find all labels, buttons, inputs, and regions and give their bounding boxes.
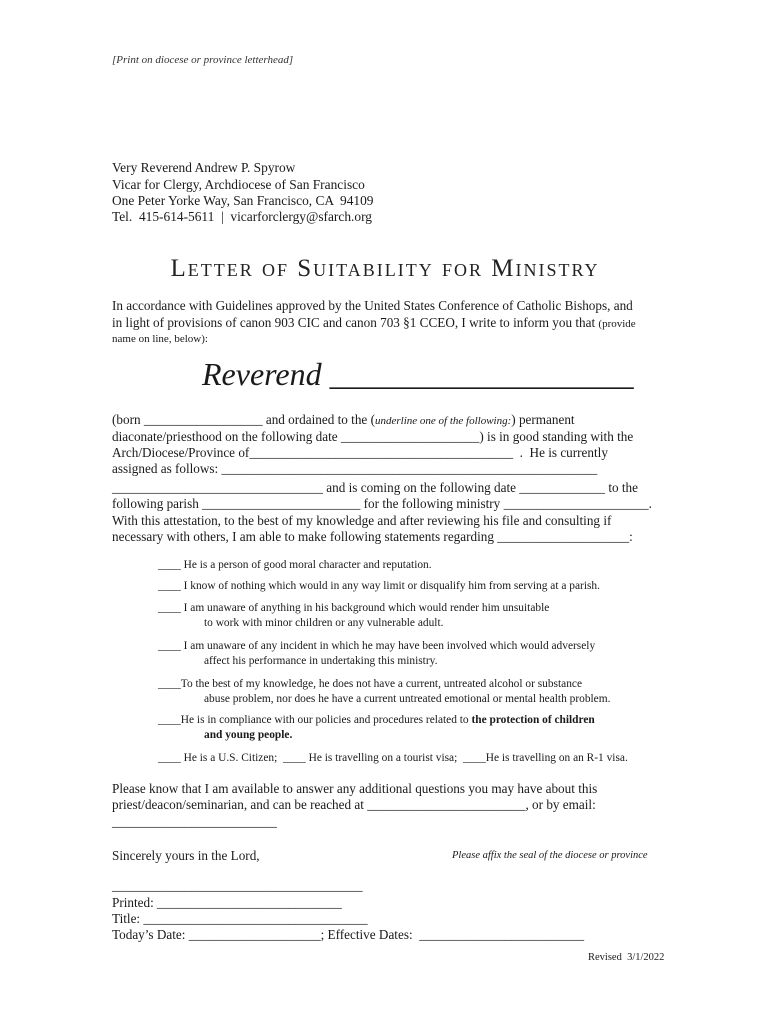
statement-substance-b: abuse problem, nor does he have a current untreated emotional or mental health problem. xyxy=(204,693,611,705)
para-line-2: diaconate/priesthood on the following date _____________________) is in good standing with the xyxy=(112,429,634,444)
para-line-1c: ) permanent xyxy=(511,412,575,427)
intro-line-2 xyxy=(112,315,636,331)
statement-no-disqualification: ____ I know of nothing which would in any way limit or disqualify him from serving at a parish. xyxy=(158,580,600,592)
statement-compliance-bold: the protection of children xyxy=(471,714,595,726)
statement-substance-a: ____To the best of my knowledge, he does not have a current, untreated alcohol or substance xyxy=(158,678,583,690)
sender-title: Vicar for Clergy, Archdiocese of San Francisco xyxy=(112,177,365,192)
statement-citizenship-visa: ____ He is a U.S. Citizen; ____ He is travelling on a tourist visa; ____He is travelling on an R-1 visa. xyxy=(158,752,628,764)
intro-line-1: In accordance with Guidelines approved by the United States Conference of Catholic Bishops, and xyxy=(112,298,633,313)
para-line-7: With this attestation, to the best of my knowledge and after reviewing his file and consulting if xyxy=(112,513,612,528)
closing-line-3: _________________________ xyxy=(112,814,277,829)
reverend-name-line[interactable]: Reverend ___________________ xyxy=(202,356,634,392)
title-line[interactable]: Title: __________________________________ xyxy=(112,911,368,926)
sender-name: Very Reverend Andrew P. Spyrow xyxy=(112,160,296,175)
sender-street: One Peter Yorke Way, San Francisco, CA 94109 xyxy=(112,193,374,208)
closing-line-2: priest/deacon/seminarian, and can be reached at ________________________, or by email: xyxy=(112,797,596,812)
intro-line-2-note: (provide xyxy=(598,318,636,330)
statement-compliance-b: and young people. xyxy=(204,729,293,741)
para-line-3: Arch/Diocese/Province of________________________________________ . He is currently xyxy=(112,445,608,460)
letterhead-note: [Print on diocese or province letterhead] xyxy=(112,54,294,66)
document-title: Letter of Suitability for Ministry xyxy=(170,255,600,282)
statement-incident-a: ____ I am unaware of any incident in which he may have been involved which would adversely xyxy=(158,640,596,652)
dates-line[interactable]: Today’s Date: ____________________; Effective Dates: _________________________ xyxy=(112,927,585,942)
printed-name-line[interactable]: Printed: ____________________________ xyxy=(112,895,342,910)
para-line-1-instruction: underline one of the following: xyxy=(374,415,512,427)
statement-compliance-a xyxy=(158,714,595,726)
para-line-5: ________________________________ and is coming on the following date _____________ to the xyxy=(112,480,638,495)
para-line-6: following parish ________________________ for the following ministry ______________________. xyxy=(112,496,652,511)
para-line-8: necessary with others, I am able to make following statements regarding ____________________: xyxy=(112,529,633,544)
closing-line-1: Please know that I am available to answer any additional questions you may have about this xyxy=(112,781,598,796)
statement-incident-b: affect his performance in undertaking this ministry. xyxy=(204,655,438,667)
revised-date: Revised 3/1/2022 xyxy=(588,952,665,963)
sender-contact: Tel. 415-614-5611 | vicarforclergy@sfarch.org xyxy=(112,209,372,224)
para-line-4: assigned as follows: _________________________________________________________ xyxy=(112,461,598,476)
intro-line-2-text: in light of provisions of canon 903 CIC and canon 703 §1 CCEO, I write to inform you that xyxy=(112,315,599,330)
statement-background-b: to work with minor children or any vulnerable adult. xyxy=(204,617,444,629)
para-line-1 xyxy=(112,412,575,428)
statement-moral-character: ____ He is a person of good moral character and reputation. xyxy=(158,559,432,571)
sincerely: Sincerely yours in the Lord, xyxy=(112,848,260,863)
signature-line[interactable]: ______________________________________ xyxy=(112,878,363,893)
intro-line-3: name on line, below): xyxy=(112,333,208,345)
para-line-1a: (born __________________ and ordained to the ( xyxy=(112,412,375,427)
statement-compliance-text: ____He is in compliance with our policies and procedures related to xyxy=(158,714,472,726)
seal-note: Please affix the seal of the diocese or province xyxy=(452,850,648,861)
statement-background-a: ____ I am unaware of anything in his background which would render him unsuitable xyxy=(158,602,550,614)
